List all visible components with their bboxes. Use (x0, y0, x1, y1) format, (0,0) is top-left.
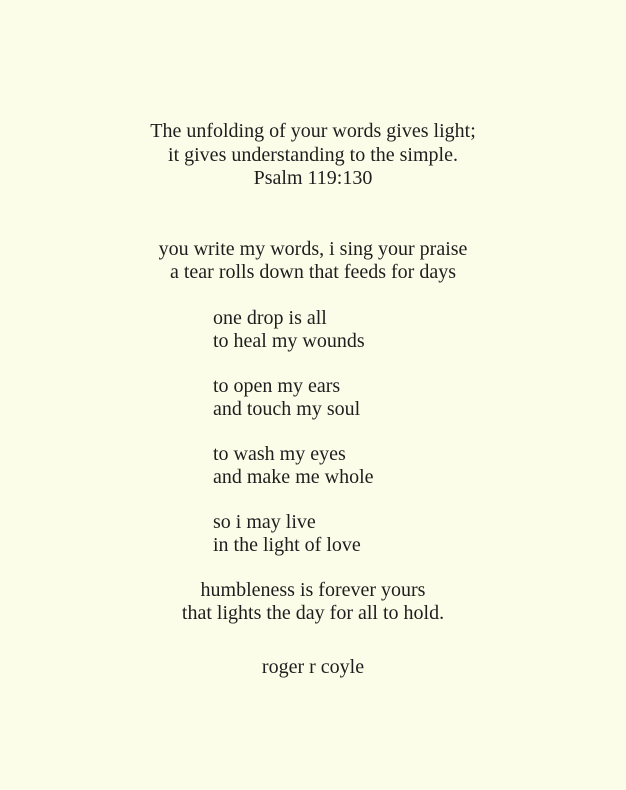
epigraph-line-2: it gives understanding to the simple. (168, 143, 458, 166)
epigraph-citation: Psalm 119:130 (253, 167, 373, 189)
stanza-4 (213, 511, 626, 558)
indented-stanzas (213, 307, 626, 558)
poem-line: to open my ears (213, 374, 341, 397)
opening-couplet (0, 238, 626, 285)
poem-line: so i may live (213, 510, 316, 533)
stanza-3 (213, 443, 626, 490)
poem-line: a tear rolls down that feeds for days (169, 261, 456, 283)
stanza-1 (213, 307, 626, 354)
poem-line: you write my words, i sing your praise (158, 237, 468, 260)
poem-line: and touch my soul (213, 398, 361, 420)
poem-line: to heal my wounds (213, 330, 365, 352)
author-name: roger r coyle (261, 655, 365, 678)
poem-line: that lights the day for all to hold. (181, 602, 445, 624)
epigraph (0, 120, 626, 191)
poem-line: and make me whole (213, 466, 374, 488)
epigraph-line-1: The unfolding of your words gives light; (150, 120, 476, 142)
poem-line: in the light of love (213, 534, 361, 556)
closing-couplet (0, 579, 626, 626)
poem-line: one drop is all (213, 306, 327, 329)
poem-line: humbleness is forever yours (200, 578, 426, 601)
stanza-2 (213, 375, 626, 422)
poem-line: to wash my eyes (213, 442, 346, 465)
